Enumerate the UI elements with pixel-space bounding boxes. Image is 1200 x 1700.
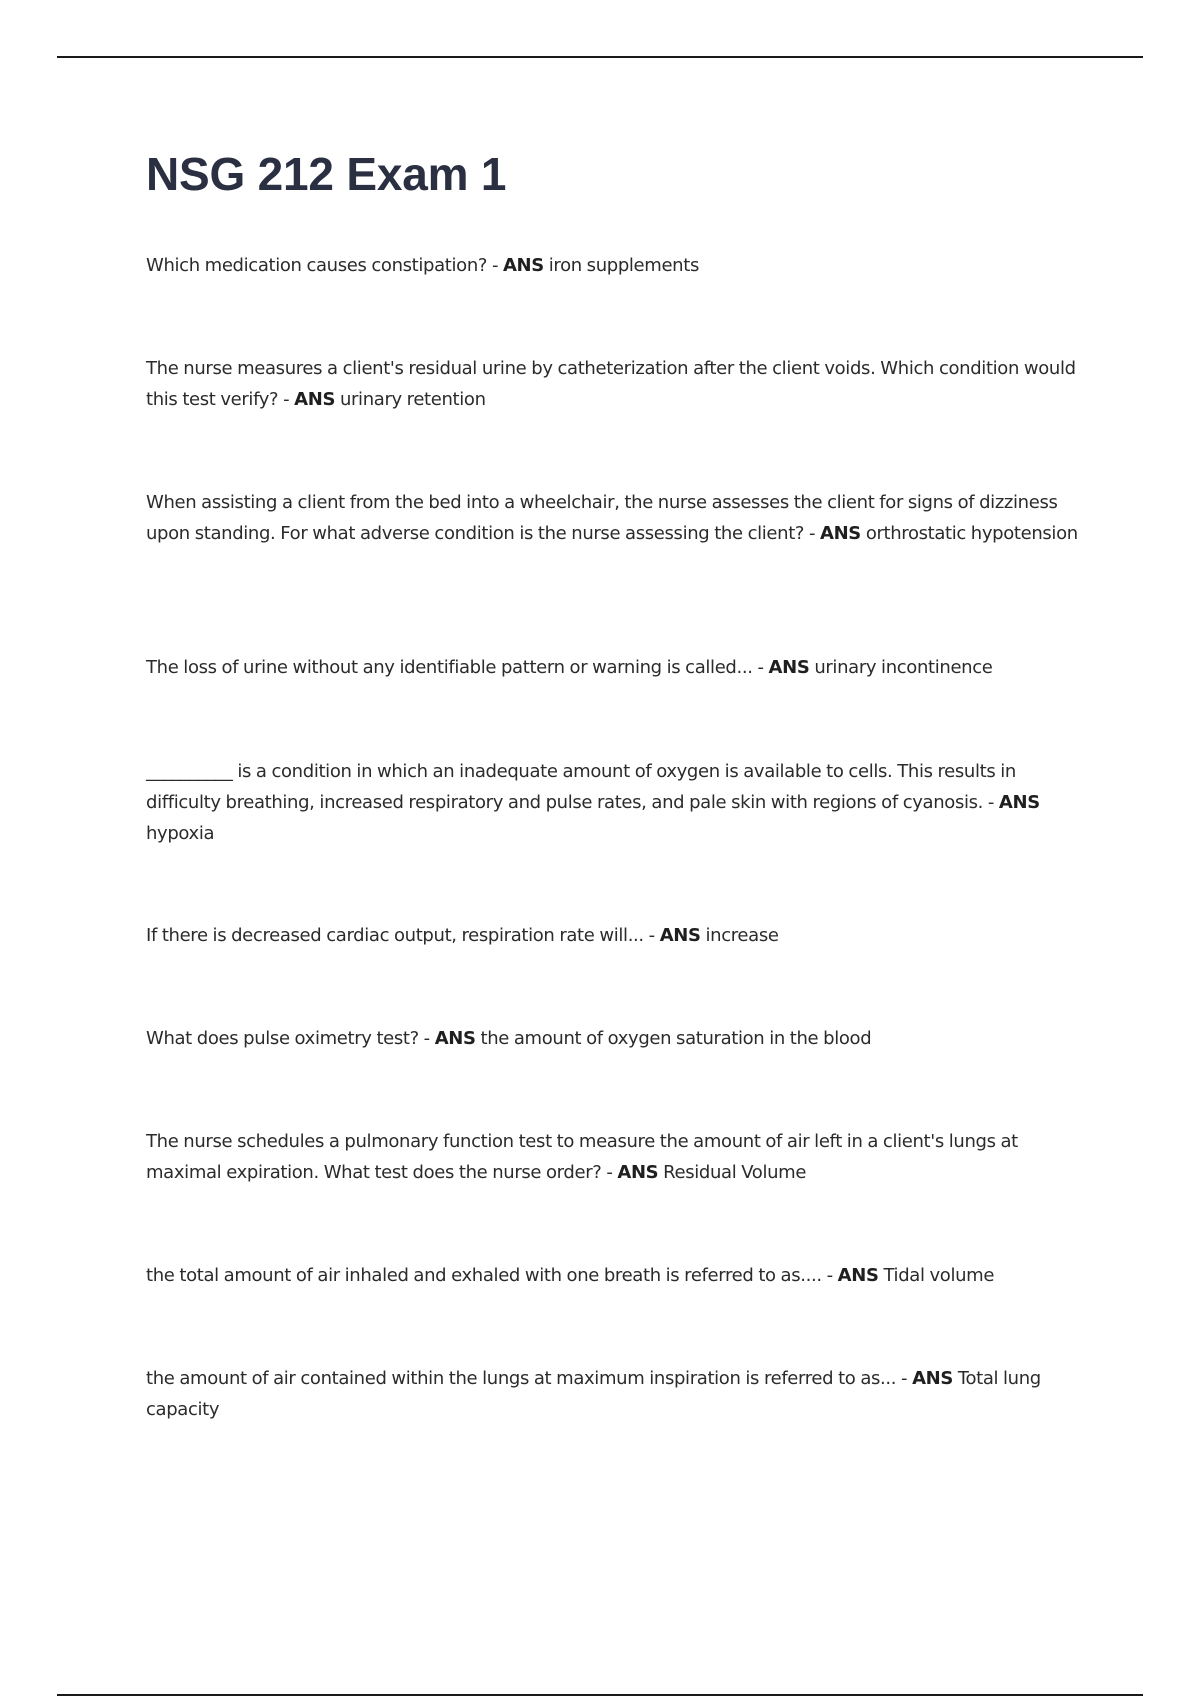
answer-text: Total lung capacity (146, 1368, 1041, 1420)
qa-item-4 (146, 652, 1086, 683)
question-text: the total amount of air inhaled and exhaled with one breath is referred to as.... (146, 1265, 822, 1286)
answer-label: ANS (837, 1265, 879, 1286)
separator: - (487, 255, 503, 276)
answer-label: ANS (659, 925, 701, 946)
answer-label: ANS (617, 1162, 659, 1183)
answer-label: ANS (294, 389, 336, 410)
question-text: The nurse measures a client's residual urine by catheterization after the client voids. Which condition would this test verify? (146, 358, 1076, 410)
answer-text: urinary incontinence (814, 657, 993, 678)
answer-text: orthrostatic hypotension (865, 523, 1078, 544)
separator: - (643, 925, 660, 946)
answer-label: ANS (502, 255, 544, 276)
top-divider (57, 56, 1143, 58)
separator: - (896, 1368, 913, 1389)
answer-label: ANS (998, 792, 1040, 813)
bottom-divider (57, 1694, 1143, 1696)
qa-item-8 (146, 1126, 1086, 1188)
qa-item-1 (146, 250, 1086, 281)
question-text: The loss of urine without any identifiable pattern or warning is called... (146, 657, 753, 678)
separator: - (418, 1028, 435, 1049)
answer-label: ANS (768, 657, 810, 678)
question-text: When assisting a client from the bed into a wheelchair, the nurse assesses the client for signs of dizziness upon standing. For what adverse condition is the nurse assessing the client? (146, 492, 1058, 544)
page-title: NSG 212 Exam 1 (146, 148, 507, 200)
qa-item-10 (146, 1363, 1086, 1425)
question-text: __________ is a condition in which an inadequate amount of oxygen is available to cells. This results in difficulty breathing, increased respiratory and pulse rates, and pale skin with regions of cyanosis. (146, 761, 1016, 813)
answer-text: increase (705, 925, 779, 946)
answer-text: Residual Volume (663, 1162, 807, 1183)
qa-item-9 (146, 1260, 1086, 1291)
qa-item-5 (146, 756, 1086, 849)
qa-item-2 (146, 353, 1086, 415)
answer-text: the amount of oxygen saturation in the blood (480, 1028, 872, 1049)
separator: - (821, 1265, 838, 1286)
qa-item-6 (146, 920, 1086, 951)
separator: - (804, 523, 821, 544)
answer-text: iron supplements (548, 255, 699, 276)
question-text: Which medication causes constipation? (146, 255, 488, 276)
answer-label: ANS (434, 1028, 476, 1049)
answer-text: Tidal volume (883, 1265, 995, 1286)
question-text: The nurse schedules a pulmonary function test to measure the amount of air left in a client's lungs at maximal expiration. What test does the nurse order? (146, 1131, 1018, 1183)
answer-label: ANS (820, 523, 861, 544)
question-text: What does pulse oximetry test? (146, 1028, 419, 1049)
answer-text: hypoxia (146, 823, 215, 844)
separator: - (601, 1162, 618, 1183)
separator: - (752, 657, 769, 678)
separator: - (983, 792, 999, 813)
qa-item-7 (146, 1023, 1086, 1054)
answer-label: ANS (912, 1368, 953, 1389)
qa-item-3 (146, 487, 1086, 549)
question-text: If there is decreased cardiac output, respiration rate will... (146, 925, 644, 946)
answer-text: urinary retention (339, 389, 486, 410)
separator: - (278, 389, 295, 410)
question-text: the amount of air contained within the lungs at maximum inspiration is referred to as... (146, 1368, 897, 1389)
